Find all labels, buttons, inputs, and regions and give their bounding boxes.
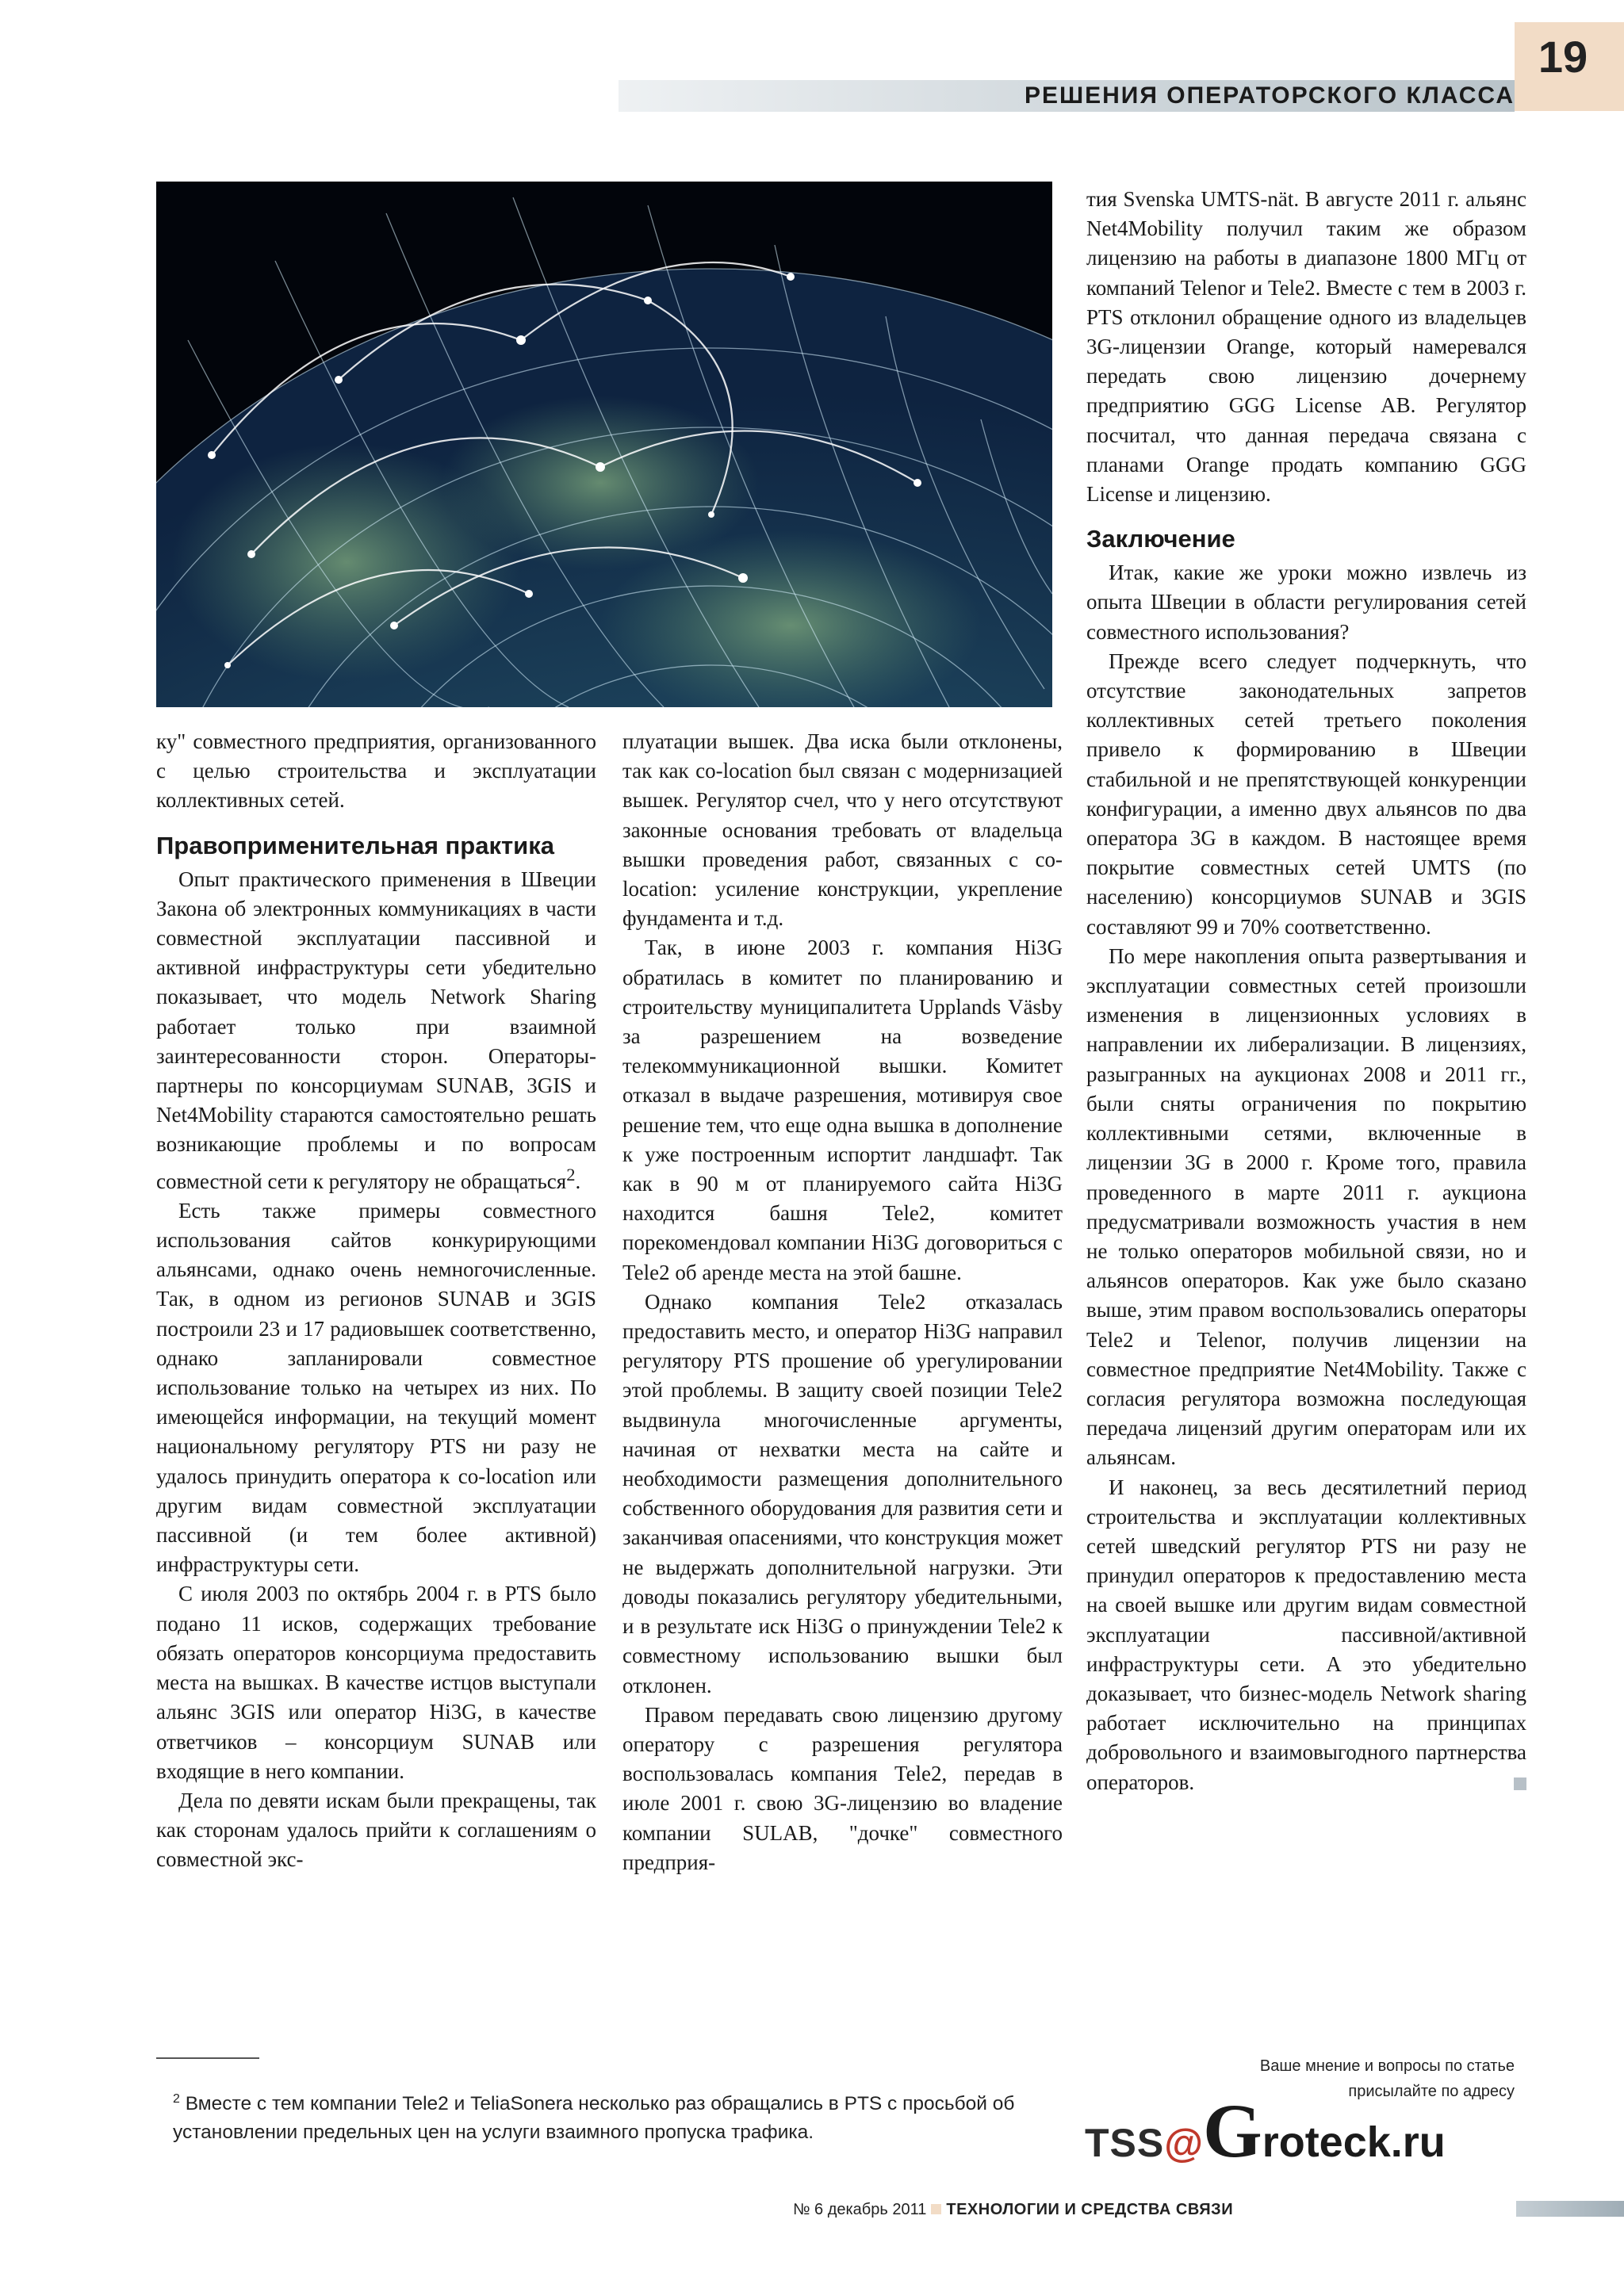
footer — [793, 2198, 1233, 2221]
paragraph: Правом передавать свою лицензию другому оператору с разрешения регулятора воспользовалась компания Tele2, передав в июле 2001 г. свою 3G-лицензию во владение компании SULAB, "дочке" совместного предприя- — [622, 1702, 1063, 1874]
paragraph: С июля 2003 по октябрь 2004 г. в PTS было подано 11 исков, содержащих требование обязать операторов консорциума предоставить места на вышках. В качестве истцов выступали альянс 3GIS или оператор Hi3G, в качестве ответчиков – консорциум SUNAB или входящие в него компании. — [156, 1582, 596, 1783]
paragraph: По мере накопления опыта развертывания и эксплуатации совместных сетей произошли изменения в лицензионных условиях в направлении их либерализации. В лицензиях, разыгранных на аукционах 2008 и 2011 гг., были сняты ограничения по покрытию коллективными сетями, включенные в лицензии 3G в 2000 г. Кроме того, правила проведенного в марте 2011 г. аукциона предусматривали возможность участия в нем не только операторов мобильной связи, но и альянсов операторов. Как уже было сказано выше, этим правом воспользовались операторы Tele2 и Telenor, получив лицензии на совместное предприятие Net4Mobility. Также с согласия регулятора возможна последующая передача лицензий другим операторам или их альянсам. — [1086, 943, 1526, 1470]
contact-line-1: Ваше мнение и вопросы по статье — [1259, 2057, 1515, 2075]
paragraph — [156, 865, 596, 1196]
footnote-mark: 2 — [173, 2092, 180, 2106]
globe-network-image — [156, 182, 1052, 707]
paragraph: тия Svenska UMTS-nät. В августе 2011 г. альянс Net4Mobility получил таким же образом лицензию на работы в диапазоне 1800 МГц от компаний Telenor и Tele2. Вместе с тем в 2003 г. PTS отклонил обращение одного из владельцев 3G-лицензии Orange, который намеревался передать свою лицензию дочернему предприятию GGG License AB. Регулятор посчитал, что данная передача связана с планами Orange продать компанию GGG License и лицензию. — [1086, 187, 1526, 507]
footnote — [173, 2085, 1053, 2147]
contact-line-2: присылайте по адресу — [1348, 2083, 1515, 2100]
paragraph-text: И наконец, за весь десятилетний период строительства и эксплуатации коллективных сетей шведский регулятор PTS ни разу не принудил операторов к предоставлению места на своей вышке или другим видам совместной эксплуатации пассивной/активной инфраструктуры сети. А это убедительно доказывает, что бизнес-модель Network sharing работает исключительно на принципах добровольного и взаимовыгодного партнерства операторов. — [1086, 1475, 1526, 1794]
issue-info: № 6 декабрь 2011 — [793, 2201, 927, 2218]
paragraph: Есть также примеры совместного использования сайтов конкурирующими альянсами, однако очень немногочисленные. Так, в одном из регионов SUNAB и 3GIS построили 23 и 17 радиовышек соответственно, однако запланировали совместное использование только на четырех из них. По имеющейся информации, на текущий момент национальному регулятору PTS ни разу не удалось принудить оператора к co-location или другим видам совместной эксплуатации пассивной (и тем более активной) инфраструктуры сети. — [156, 1198, 596, 1577]
footnote-rule — [156, 2057, 259, 2059]
paragraph-text: . — [575, 1169, 581, 1193]
contact-email-logo[interactable] — [1085, 2088, 1446, 2173]
paragraph — [1086, 1473, 1526, 1797]
paragraph-text: Опыт практического применения в Швеции Закона об электронных коммуникациях в части совместной эксплуатации пассивной и активной инфраструктуры сети убедительно показывает, что модель Network Sharing работает только при взаимной заинтересованности сторон. Операторы-партнеры по консорциумам SUNAB, 3GIS и Net4Mobility стараются самостоятельно решать возникающие проблемы и по вопросам совместной сети к регулятору не обращаться — [156, 867, 596, 1193]
text-column-3 — [1086, 185, 1526, 1797]
paragraph: Итак, какие же уроки можно извлечь из опыта Швеции в области регулирования сетей совместного использования? — [1086, 561, 1526, 644]
logo-domain: roteck.ru — [1262, 2118, 1446, 2166]
paragraph: Однако компания Tele2 отказалась предоставить место, и оператор Hi3G направил регулятору PTS прошение об урегулировании этой проблемы. В защиту своей позиции Tele2 выдвинула многочисленные аргументы, начиная от нехватки места на сайте и необходимости размещения дополнительного собственного оборудования для развития сети и заканчивая опасениями, что конструкция может не выдержать дополнительной нагрузки. Эти доводы показались регулятору убедительными, и в результате иск Hi3G о принуждении Tele2 к совместному использованию вышки был отклонен. — [622, 1289, 1063, 1697]
paragraph: ку" совместного предприятия, организованного с целью строительства и эксплуатации коллективных сетей. — [156, 729, 596, 813]
logo-g: G — [1203, 2088, 1262, 2173]
paragraph: Дела по девяти искам были прекращены, так как сторонам удалось прийти к соглашениям о совместной экс- — [156, 1788, 596, 1872]
footer-square-icon — [931, 2204, 941, 2214]
text-column-2 — [622, 727, 1063, 1877]
paragraph: плуатации вышек. Два иска были отклонены, так как co-location был связан с модернизацией вышек. Регулятор счел, что у него отсутствуют законные основания требовать от владельца вышки проведения работ, связанных с co-location: усиление конструкции, укрепление фундамента и т.д. — [622, 729, 1063, 931]
magazine-title: ТЕХНОЛОГИИ И СРЕДСТВА СВЯЗИ — [946, 2201, 1234, 2218]
footer-bar — [1516, 2201, 1624, 2217]
subheading-practice: Правоприменительная практика — [156, 831, 554, 859]
end-of-article-square-icon — [1514, 1777, 1526, 1790]
page-number: 19 — [1538, 32, 1588, 82]
paragraph: Прежде всего следует подчеркнуть, что отсутствие законодательных запретов коллективных сетей третьего поколения привело к формированию в Швеции стабильной и не препятствующей конкуренции конфигурации, а именно двух альянсов по два оператора 3G в каждом. В настоящее время покрытие совместных сетей UMTS (по населению) консорциумов SUNAB и 3GIS составляют 99 и 70% соответственно. — [1086, 649, 1526, 939]
globe-network-illustration — [156, 182, 1052, 707]
paragraph: Так, в июне 2003 г. компания Hi3G обратилась в комитет по планированию и строительству муниципалитета Upplands Väsby за разрешением на возведение телекоммуникационной вышки. Комитет отказал в выдаче разрешения, мотивируя свое решение тем, что еще одна вышка в дополнение к уже построенным испортит ландшафт. Так как в 90 м от планируемого сайта Hi3G находится башня Tele2, комитет порекомендовал компании Hi3G договориться с Tele2 об аренде места на этой башне. — [622, 936, 1063, 1284]
subheading-conclusion: Заключение — [1086, 525, 1235, 553]
section-title: РЕШЕНИЯ ОПЕРАТОРСКОГО КЛАССА — [1024, 82, 1515, 109]
logo-at: @ — [1164, 2121, 1204, 2165]
footnote-reference[interactable]: 2 — [566, 1164, 576, 1184]
footnote-text: Вместе с тем компании Tele2 и TeliaSonera несколько раз обращались в PTS с просьбой об установлении предельных цен на услуги взаимного пропуска трафика. — [173, 2093, 1015, 2144]
text-column-1 — [156, 727, 596, 1875]
logo-tss: TSS — [1085, 2121, 1165, 2165]
